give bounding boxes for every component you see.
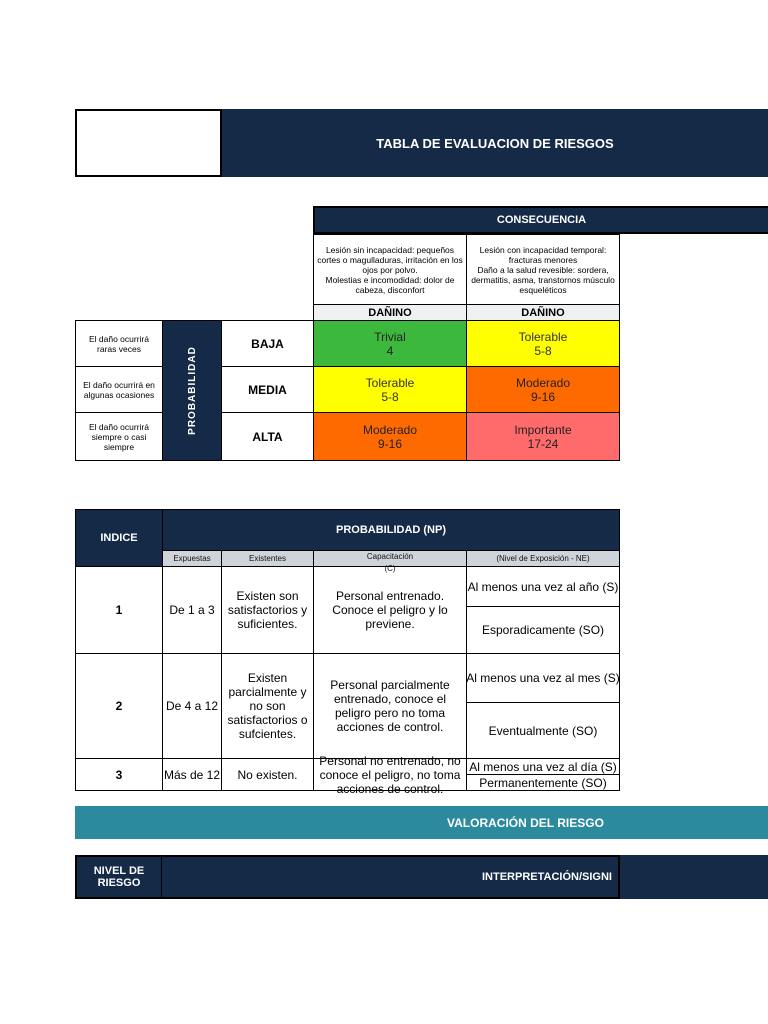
page-title: TABLA DE EVALUACION DE RIESGOS: [222, 109, 768, 177]
existentes-row-1: Existen son satisfactorios y suficientes.: [221, 566, 314, 654]
index-row-2: 2: [75, 653, 163, 759]
risk-name: Tolerable: [365, 375, 415, 390]
risk-range: 5-8: [381, 389, 399, 404]
interpretacion-header-ext: [620, 855, 768, 899]
expuestas-row-3: Más de 12: [162, 758, 222, 791]
level-media: MEDIA: [221, 366, 314, 413]
risk-range: 4: [386, 343, 394, 358]
level-baja: BAJA: [221, 320, 314, 367]
exposicion-row-3b: Permanentemente (SO): [466, 774, 620, 791]
subheader-expuestas: Expuestas: [162, 550, 222, 567]
valoracion-title-text: VALORACIÓN DEL RIESGO: [447, 815, 604, 830]
risk-name: Tolerable: [518, 329, 568, 344]
consequence-label-2: DAÑINO: [466, 304, 620, 321]
index-row-3: 3: [75, 758, 163, 791]
interpretacion-header-text: INTERPRETACIÓN/SIGNI: [482, 871, 612, 883]
exposicion-row-3a: Al menos una vez al día (S): [466, 758, 620, 775]
risk-cell-media-1: [313, 366, 467, 413]
expuestas-row-2: De 4 a 12: [162, 653, 222, 759]
subheader-capacitacion: Capacitación (C): [313, 550, 467, 567]
valoracion-title: [75, 806, 768, 839]
logo-box: [75, 109, 222, 177]
subheader-existentes: Existentes: [221, 550, 314, 567]
capacitacion-row-1: Personal entrenado. Conoce el peligro y lo previene.: [313, 566, 467, 654]
risk-name: Importante: [514, 422, 572, 437]
exposicion-row-1b: Esporadicamente (SO): [466, 606, 620, 654]
risk-cell-alta-2: [466, 412, 620, 461]
risk-cell-media-2: [466, 366, 620, 413]
exposicion-row-2b: Eventualmente (SO): [466, 702, 620, 759]
risk-cell-baja-1: [313, 320, 467, 367]
exposicion-row-2a: Al menos una vez al mes (S): [466, 653, 620, 703]
risk-range: 9-16: [530, 389, 556, 404]
risk-cell-baja-2: [466, 320, 620, 367]
risk-range: 17-24: [527, 436, 559, 451]
capacitacion-row-2: Personal parcialmente entrenado, conoce el peligro pero no toma acciones de control.: [313, 653, 467, 759]
interpretacion-header: [162, 855, 620, 899]
consequence-header: CONSECUENCIA: [313, 206, 768, 234]
probability-label-text: PROBABILIDAD: [186, 346, 198, 435]
existentes-row-2: Existen parcialmente y no son satisfactorios o sufcientes.: [221, 653, 314, 759]
row-desc-baja: El daño ocurrirá raras veces: [75, 320, 163, 367]
risk-cell-alta-1: [313, 412, 467, 461]
row-desc-alta: El daño ocurrirá siempre o casi siempre: [75, 412, 163, 461]
indice-header: INDICE: [75, 509, 163, 567]
index-row-1: 1: [75, 566, 163, 654]
consequence-desc-2: Lesión con incapacidad temporal: fracturas menores Daño a la salud revesible: sordera, dermatitis, asma, transtornos músculo esqueléticos: [466, 234, 620, 305]
consequence-desc-1: Lesión sin incapacidad: pequeños cortes o magulladuras, irritación en los ojos por polvo. Molestias e incomodidad: dolor de cabeza, disconfort: [313, 234, 467, 305]
risk-range: 5-8: [534, 343, 552, 358]
risk-name: Moderado: [515, 375, 571, 390]
risk-name: Trivial: [374, 329, 406, 344]
expuestas-row-1: De 1 a 3: [162, 566, 222, 654]
subheader-exposicion: (Nivel de Exposición - NE): [466, 550, 620, 567]
capacitacion-row-3: Personal no entrenado, no conoce el peligro, no toma acciones de control.: [313, 758, 467, 791]
existentes-row-3: No existen.: [221, 758, 314, 791]
probability-np-header: PROBABILIDAD (NP): [162, 509, 620, 551]
risk-name: Moderado: [362, 422, 418, 437]
row-desc-media: El daño ocurrirá en algunas ocasiones: [75, 366, 163, 413]
nivel-riesgo-header: NIVEL DE RIESGO: [75, 855, 163, 899]
level-alta: ALTA: [221, 412, 314, 461]
probability-vertical-label: [162, 320, 222, 461]
exposicion-row-1a: Al menos una vez al año (S): [466, 566, 620, 607]
consequence-label-1: DAÑINO: [313, 304, 467, 321]
risk-range: 9-16: [377, 436, 403, 451]
